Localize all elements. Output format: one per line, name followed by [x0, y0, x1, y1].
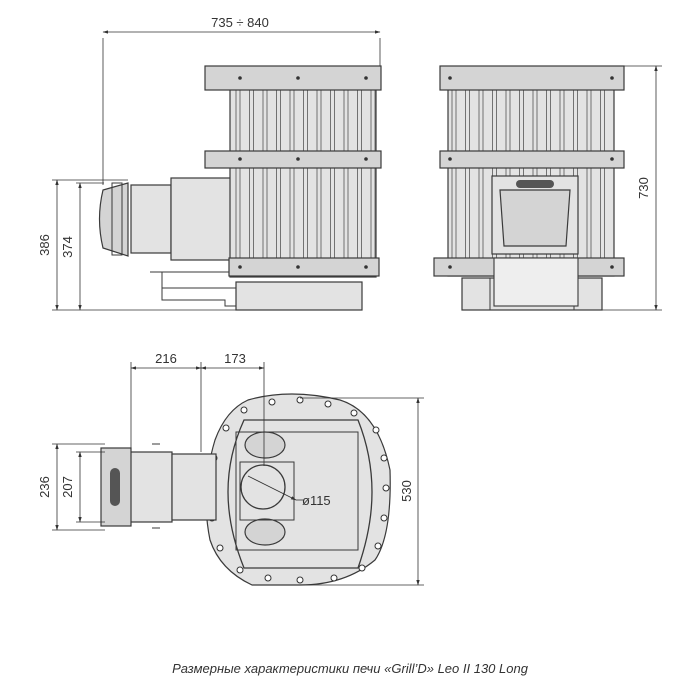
- dim-386: 386: [37, 234, 52, 256]
- dim-216: 216: [155, 351, 177, 366]
- dim-173: 173: [224, 351, 246, 366]
- side-view: [100, 66, 382, 310]
- drawing-caption: Размерные характеристики печи «Grill’D» Leo II 130 Long: [172, 661, 528, 676]
- dim-730: 730: [636, 177, 651, 199]
- dim-530: 530: [399, 480, 414, 502]
- front-view: [434, 66, 624, 310]
- dim-overall-width: 735 ÷ 840: [211, 15, 269, 30]
- dim-chimney-diameter: ø115: [302, 493, 331, 508]
- dim-207: 207: [60, 476, 75, 498]
- dim-374: 374: [60, 236, 75, 258]
- dim-236: 236: [37, 476, 52, 498]
- top-view: [101, 394, 390, 585]
